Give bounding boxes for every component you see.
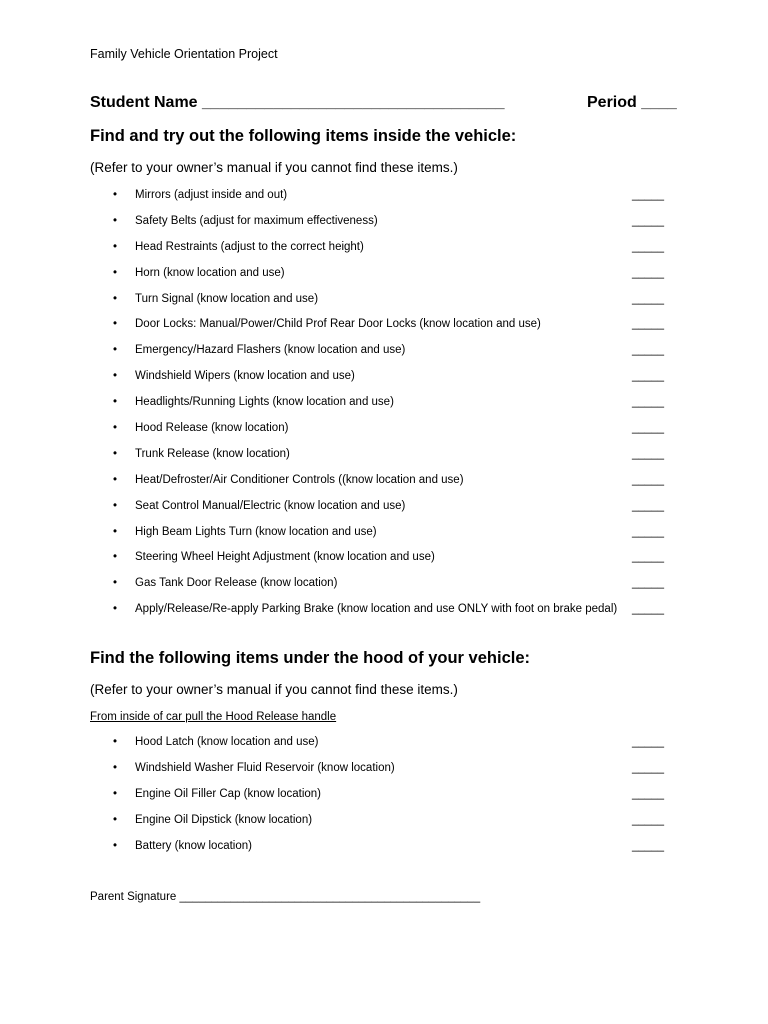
checkoff-blank: _____	[632, 473, 664, 486]
checklist-item-text: Windshield Wipers (know location and use)	[135, 370, 355, 383]
checkoff-blank: _____	[632, 189, 664, 201]
bullet-icon: •	[113, 499, 118, 512]
bullet-icon: •	[113, 344, 118, 357]
checklist-item-text: Turn Signal (know location and use)	[135, 292, 319, 305]
checklist-item-text: Hood Release (know location)	[135, 422, 289, 435]
checklist-item-text: Emergency/Hazard Flashers (know location and use)	[135, 344, 406, 357]
checklist-item	[0, 603, 768, 629]
checklist-item-text: Heat/Defroster/Air Conditioner Controls ((know location and use)	[135, 473, 464, 486]
inside-checklist	[0, 189, 768, 629]
checkoff-blank: _____	[632, 422, 664, 435]
checklist-item	[0, 189, 768, 215]
checklist-item-text: Trunk Release (know location)	[135, 447, 290, 460]
bullet-icon: •	[113, 214, 118, 227]
inside-section-heading: Find and try out the following items inside the vehicle:	[90, 127, 517, 145]
checklist-item	[0, 577, 768, 603]
bullet-icon: •	[113, 422, 118, 435]
checkoff-blank: _____	[632, 525, 664, 538]
checklist-item-text: High Beam Lights Turn (know location and use)	[135, 525, 377, 538]
checkoff-blank: _____	[632, 344, 664, 357]
checkoff-blank: _____	[632, 787, 664, 800]
checklist-item-text: Seat Control Manual/Electric (know location and use)	[135, 499, 406, 512]
checklist-item	[0, 293, 768, 319]
checkoff-blank: _____	[632, 447, 664, 460]
checklist-item-text: Gas Tank Door Release (know location)	[135, 577, 338, 590]
bullet-icon: •	[113, 551, 118, 564]
checklist-item	[0, 241, 768, 267]
checklist-item-text: Safety Belts (adjust for maximum effectiveness)	[135, 214, 378, 227]
checklist-item-text: Head Restraints (adjust to the correct height)	[135, 240, 364, 253]
checkoff-blank: _____	[632, 214, 664, 227]
checklist-item	[0, 318, 768, 344]
checklist-item	[0, 762, 768, 788]
hood-release-instruction: From inside of car pull the Hood Release handle	[90, 711, 337, 723]
bullet-icon: •	[113, 839, 118, 852]
bullet-icon: •	[113, 525, 118, 538]
checklist-item-text: Apply/Release/Re-apply Parking Brake (know location and use ONLY with foot on brake pedal)	[135, 603, 618, 616]
checklist-item	[0, 526, 768, 552]
checkoff-blank: _____	[632, 813, 664, 826]
checklist-item	[0, 736, 768, 762]
student-name-field: Student Name __________________________________	[90, 94, 505, 111]
checkoff-blank: _____	[632, 577, 664, 590]
student-info-row	[90, 94, 678, 112]
checkoff-blank: _____	[632, 318, 664, 331]
parent-signature-line: Parent Signature _______________________________________________	[90, 891, 481, 903]
checkoff-blank: _____	[632, 266, 664, 279]
checkoff-blank: _____	[632, 839, 664, 852]
checklist-item	[0, 500, 768, 526]
hood-section-heading: Find the following items under the hood of your vehicle:	[90, 649, 531, 667]
checklist-item-text: Engine Oil Dipstick (know location)	[135, 813, 313, 826]
checklist-item	[0, 422, 768, 448]
checkoff-blank: _____	[632, 240, 664, 253]
bullet-icon: •	[113, 240, 118, 253]
bullet-icon: •	[113, 787, 118, 800]
checklist-item-text: Engine Oil Filler Cap (know location)	[135, 787, 321, 800]
checkoff-blank: _____	[632, 761, 664, 774]
checklist-item-text: Horn (know location and use)	[135, 266, 285, 279]
bullet-icon: •	[113, 189, 118, 201]
bullet-icon: •	[113, 318, 118, 331]
checklist-item	[0, 215, 768, 241]
checkoff-blank: _____	[632, 370, 664, 383]
hood-refer-note: (Refer to your owner’s manual if you cannot find these items.)	[90, 682, 458, 697]
bullet-icon: •	[113, 813, 118, 826]
checkoff-blank: _____	[632, 736, 664, 748]
checklist-item	[0, 814, 768, 840]
checklist-item	[0, 840, 768, 866]
checklist-item	[0, 788, 768, 814]
checklist-item	[0, 474, 768, 500]
checklist-item-text: Mirrors (adjust inside and out)	[135, 189, 288, 201]
period-field: Period ____	[587, 94, 677, 111]
checklist-item	[0, 396, 768, 422]
bullet-icon: •	[113, 447, 118, 460]
checkoff-blank: _____	[632, 603, 664, 616]
checklist-item	[0, 344, 768, 370]
checkoff-blank: _____	[632, 499, 664, 512]
bullet-icon: •	[113, 473, 118, 486]
checklist-item-text: Steering Wheel Height Adjustment (know location and use)	[135, 551, 435, 564]
bullet-icon: •	[113, 761, 118, 774]
bullet-icon: •	[113, 266, 118, 279]
checklist-item-text: Hood Latch (know location and use)	[135, 736, 319, 748]
checkoff-blank: _____	[632, 551, 664, 564]
checklist-item	[0, 448, 768, 474]
checklist-item-text: Windshield Washer Fluid Reservoir (know location)	[135, 761, 395, 774]
document-title: Family Vehicle Orientation Project	[90, 47, 278, 61]
bullet-icon: •	[113, 736, 118, 748]
bullet-icon: •	[113, 603, 118, 616]
checklist-item-text: Battery (know location)	[135, 839, 252, 852]
bullet-icon: •	[113, 577, 118, 590]
inside-refer-note: (Refer to your owner’s manual if you cannot find these items.)	[90, 160, 458, 175]
bullet-icon: •	[113, 370, 118, 383]
checklist-item	[0, 370, 768, 396]
hood-checklist	[0, 736, 768, 865]
bullet-icon: •	[113, 396, 118, 409]
checkoff-blank: _____	[632, 292, 664, 305]
checklist-item-text: Headlights/Running Lights (know location and use)	[135, 396, 394, 409]
checklist-item	[0, 267, 768, 293]
bullet-icon: •	[113, 292, 118, 305]
checklist-item-text: Door Locks: Manual/Power/Child Prof Rear Door Locks (know location and use)	[135, 318, 541, 331]
checklist-item	[0, 551, 768, 577]
checkoff-blank: _____	[632, 396, 664, 409]
